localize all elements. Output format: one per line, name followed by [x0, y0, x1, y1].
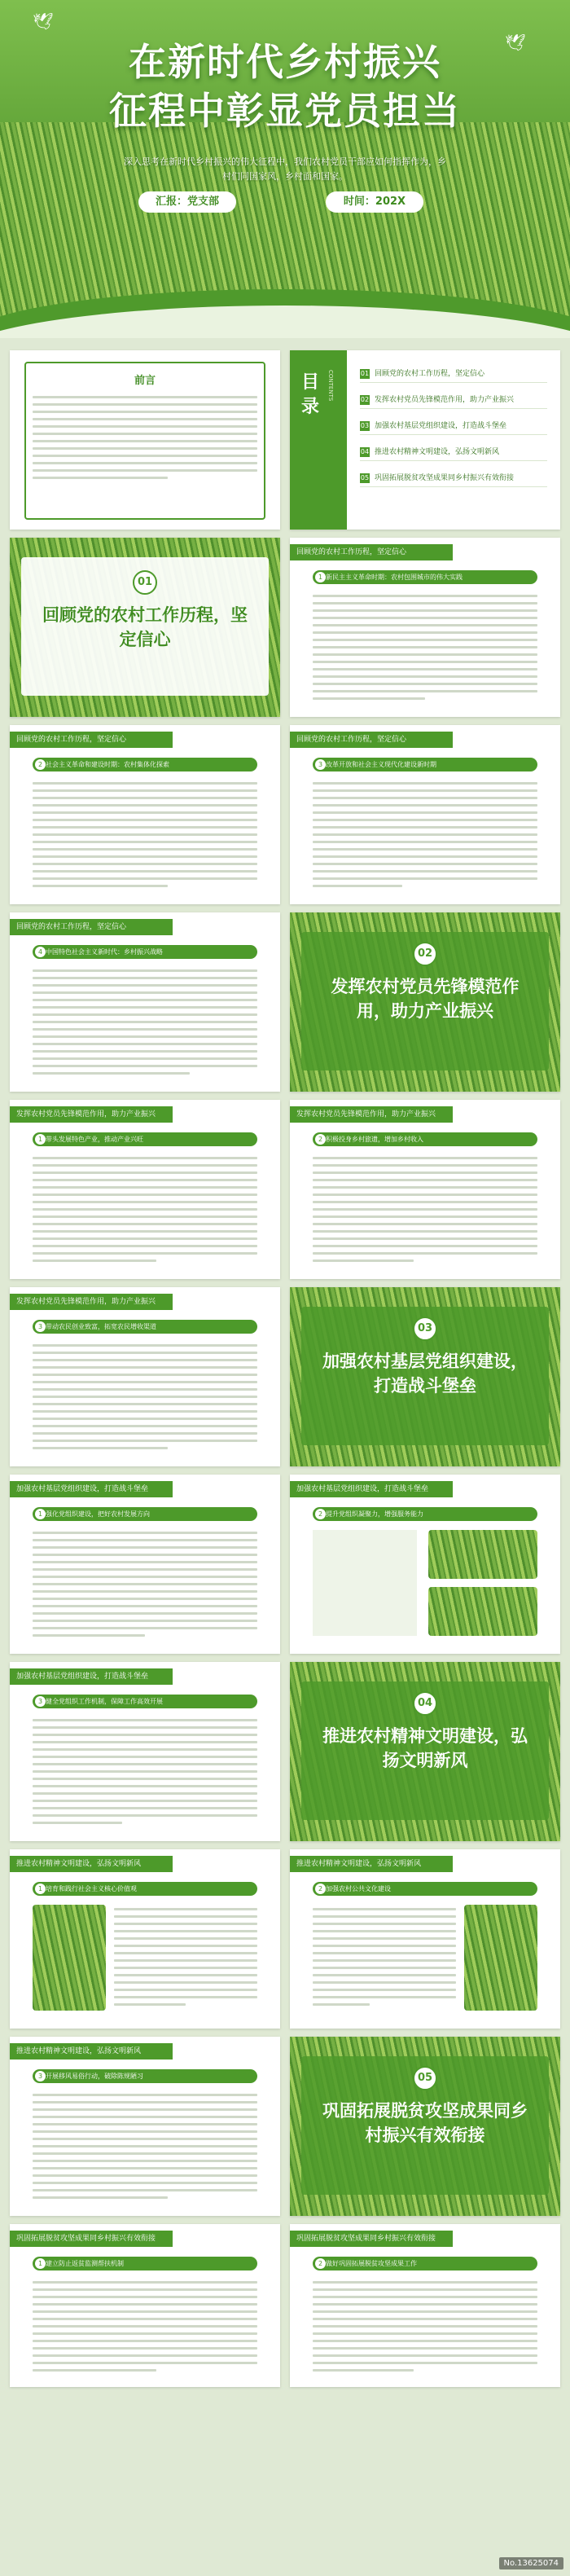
content-text-lines	[313, 595, 537, 705]
cover-slide-top[interactable]	[0, 0, 570, 338]
rice-photo	[428, 1530, 537, 1579]
toc-num: 02	[360, 396, 370, 403]
point-number-icon: 3	[315, 759, 326, 770]
content-text-lines	[33, 1344, 257, 1454]
point-number-icon: 2	[315, 1509, 326, 1519]
content-slide[interactable]	[290, 725, 560, 904]
section-title: 巩固拓展脱贫攻坚成果同乡村振兴有效衔接	[322, 2100, 528, 2145]
toc-slide[interactable]	[290, 350, 560, 530]
point-tag	[33, 1507, 257, 1521]
slide-header-bar: 回顾党的农村工作历程，坚定信心	[290, 732, 453, 748]
content-text-lines	[33, 1719, 257, 1829]
content-slide[interactable]	[290, 1100, 560, 1279]
toc-num: 04	[360, 448, 370, 455]
section-number: 04	[413, 1691, 437, 1716]
point-number-icon: 1	[35, 2258, 46, 2269]
point-tag	[33, 758, 257, 771]
toc-text: 回顾党的农村工作历程，坚定信心	[375, 370, 485, 378]
content-text-lines	[33, 969, 257, 1079]
point-tag	[313, 1882, 537, 1896]
toc-text: 发挥农村党员先锋模范作用，助力产业振兴	[375, 396, 515, 404]
point-tag-text: 培育和践行社会主义核心价值观	[46, 1885, 137, 1892]
slide-header-bar: 回顾党的农村工作历程，坚定信心	[10, 919, 173, 935]
point-tag-text: 新民主主义革命时期：农村包围城市的伟大实践	[326, 574, 463, 581]
point-tag	[33, 1320, 257, 1334]
content-text-lines	[33, 2281, 257, 2376]
slide-header-bar: 推进农村精神文明建设，弘扬文明新风	[10, 1856, 173, 1872]
point-number-icon: 2	[315, 2258, 326, 2269]
slide-header-bar: 巩固拓展脱贫攻坚成果同乡村振兴有效衔接	[290, 2231, 453, 2247]
toc-num: 03	[360, 422, 370, 429]
content-text-lines	[33, 2094, 257, 2204]
content-slide[interactable]	[10, 1287, 280, 1466]
slide-header-bar: 加强农村基层党组织建设，打造战斗堡垒	[290, 1481, 453, 1497]
point-tag	[313, 2257, 537, 2270]
point-tag-text: 强化党组织建设，把好农村发展方向	[46, 1510, 150, 1518]
point-tag-text: 带动农民创业致富，拓宽农民增收渠道	[46, 1323, 156, 1330]
point-tag-text: 开展移风易俗行动，破除陈规陋习	[46, 2073, 143, 2080]
point-tag	[313, 1507, 537, 1521]
section-number: 01	[133, 570, 157, 595]
point-number-icon: 3	[35, 1321, 46, 1332]
toc-label: 目录	[301, 371, 320, 417]
text-card	[313, 1530, 417, 1636]
point-tag	[33, 945, 257, 959]
slide-header-bar: 加强农村基层党组织建设，打造战斗堡垒	[10, 1481, 173, 1497]
point-number-icon: 2	[35, 759, 46, 770]
point-number-icon: 3	[35, 2071, 46, 2081]
point-tag	[33, 2069, 257, 2083]
slide-header-bar: 回顾党的农村工作历程，坚定信心	[10, 732, 173, 748]
toc-item-4[interactable]	[360, 443, 547, 461]
preface-title: 前言	[134, 375, 156, 387]
point-tag-text: 做好巩固拓展脱贫攻坚成果工作	[326, 2260, 417, 2267]
rice-photo	[428, 1587, 537, 1636]
watermark-label: No.13625074	[499, 2557, 564, 2569]
toc-text: 推进农村精神文明建设，弘扬文明新风	[375, 448, 500, 456]
rice-photo	[464, 1905, 537, 2011]
content-slide[interactable]	[290, 1475, 560, 1654]
toc-item-5[interactable]	[360, 469, 547, 487]
presenter-pill: 汇报：党支部	[138, 191, 236, 213]
toc-num: 05	[360, 474, 370, 481]
point-tag-text: 加强农村公共文化建设	[326, 1885, 391, 1892]
point-tag-text: 建立防止返贫监测帮扶机制	[46, 2260, 124, 2267]
slide-header-bar: 发挥农村党员先锋模范作用，助力产业振兴	[10, 1106, 173, 1123]
content-slide[interactable]	[10, 912, 280, 1092]
content-slide[interactable]	[290, 1849, 560, 2029]
point-number-icon: 1	[35, 1884, 46, 1894]
content-text-lines	[313, 1157, 537, 1267]
slide-header-bar: 回顾党的农村工作历程，坚定信心	[290, 544, 453, 560]
slide-header-bar: 推进农村精神文明建设，弘扬文明新风	[290, 1856, 453, 1872]
toc-text: 巩固拓展脱贫攻坚成果同乡村振兴有效衔接	[375, 474, 515, 482]
content-text-lines	[33, 1157, 257, 1267]
section-title: 加强农村基层党组织建设，打造战斗堡垒	[322, 1351, 528, 1396]
point-tag	[33, 1132, 257, 1146]
content-slide[interactable]	[290, 538, 560, 717]
content-slide[interactable]	[10, 725, 280, 904]
slide-header-bar: 推进农村精神文明建设，弘扬文明新风	[10, 2043, 173, 2059]
content-slide[interactable]	[10, 1662, 280, 1841]
section-slide-02[interactable]	[290, 912, 560, 1092]
point-number-icon: 3	[35, 1696, 46, 1707]
rice-photo	[33, 1905, 106, 2011]
content-slide[interactable]	[10, 1100, 280, 1279]
point-tag-text: 社会主义革命和建设时期：农村集体化探索	[46, 761, 169, 768]
section-title: 回顾党的农村工作历程，坚定信心	[42, 604, 248, 649]
content-slide[interactable]	[290, 2224, 560, 2387]
point-tag-text: 带头发展特色产业，推动产业兴旺	[46, 1136, 143, 1143]
point-tag	[33, 1695, 257, 1708]
section-title: 发挥农村党员先锋模范作用，助力产业振兴	[331, 976, 520, 1021]
section-number: 03	[413, 1317, 437, 1341]
dove-icon: 🕊	[33, 11, 54, 31]
section-title: 推进农村精神文明建设，弘扬文明新风	[322, 1725, 528, 1770]
toc-item-3[interactable]	[360, 417, 547, 435]
toc-item-2[interactable]	[360, 391, 547, 409]
toc-num: 01	[360, 370, 370, 377]
slide-header-bar: 发挥农村党员先锋模范作用，助力产业振兴	[10, 1294, 173, 1310]
content-slide[interactable]	[10, 2224, 280, 2387]
point-number-icon: 1	[35, 1509, 46, 1519]
content-text-lines	[313, 2281, 537, 2376]
point-tag-text: 积极投身乡村旅遗，增加乡村收入	[326, 1136, 423, 1143]
section-slide-01[interactable]	[10, 538, 280, 717]
cover-title-line2: 征程中彰显党员担当	[109, 89, 461, 133]
point-tag-text: 改革开放和社会主义现代化建设新时期	[326, 761, 436, 768]
point-tag-text: 健全党组织工作机制，保障工作高效开展	[46, 1698, 163, 1705]
cover-subtitle: 深入思考在新时代乡村振兴的伟大征程中，我们农村党员干部应如何指挥作为，乡村们同国家风，乡村面和国家。	[124, 156, 446, 182]
slide-header-bar: 加强农村基层党组织建设，打造战斗堡垒	[10, 1668, 173, 1685]
slide-header-bar: 巩固拓展脱贫攻坚成果同乡村振兴有效衔接	[10, 2231, 173, 2247]
point-tag-text: 中国特色社会主义新时代：乡村振兴战略	[46, 948, 163, 956]
toc-text: 加强农村基层党组织建设，打造战斗堡垒	[375, 422, 507, 430]
point-tag	[33, 1882, 257, 1896]
point-tag	[33, 2257, 257, 2270]
content-text-lines	[33, 1532, 257, 1642]
time-pill: 时间：202X	[326, 191, 423, 213]
toc-item-1[interactable]	[360, 365, 547, 383]
point-number-icon: 1	[35, 1134, 46, 1145]
point-number-icon: 2	[315, 1134, 326, 1145]
content-text-lines	[114, 1908, 257, 2011]
section-slide-05[interactable]	[290, 2037, 560, 2216]
content-text-lines	[33, 782, 257, 892]
section-number: 02	[413, 942, 437, 966]
content-text-lines	[313, 782, 537, 892]
point-number-icon: 1	[315, 572, 326, 582]
cover-title-line1: 在新时代乡村振兴	[129, 40, 441, 84]
content-slide[interactable]	[10, 1849, 280, 2029]
point-tag	[313, 1132, 537, 1146]
preface-text-lines	[33, 396, 257, 484]
content-slide[interactable]	[10, 1475, 280, 1654]
slide-header-bar: 发挥农村党员先锋模范作用，助力产业振兴	[290, 1106, 453, 1123]
point-tag-text: 提升党组织凝聚力，增强服务能力	[326, 1510, 423, 1518]
point-tag	[313, 570, 537, 584]
section-number: 05	[413, 2066, 437, 2090]
dove-icon: 🕊	[505, 33, 526, 52]
section-slide-03[interactable]	[290, 1287, 560, 1466]
preface-slide[interactable]	[10, 350, 280, 530]
point-number-icon: 4	[35, 947, 46, 957]
content-slide[interactable]	[10, 2037, 280, 2216]
section-slide-04[interactable]	[290, 1662, 560, 1841]
point-number-icon: 2	[315, 1884, 326, 1894]
toc-sublabel: CONTENTS	[327, 370, 334, 402]
point-tag	[313, 758, 537, 771]
content-text-lines	[313, 1908, 456, 2011]
